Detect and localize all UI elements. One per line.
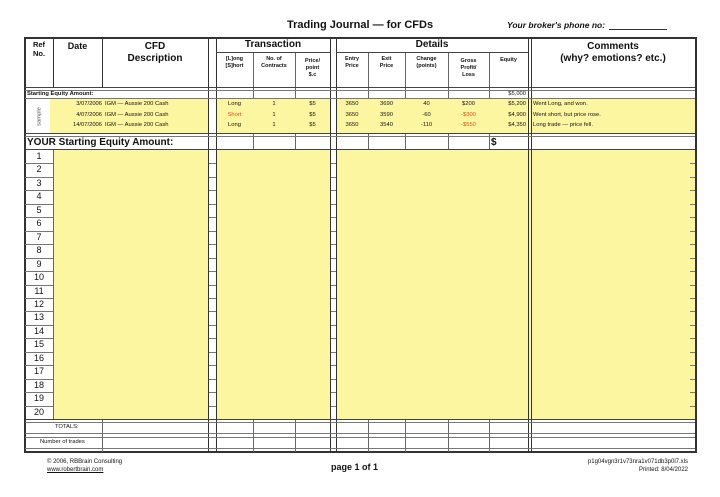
sample-comment: Went Long, and won.	[533, 101, 588, 107]
sample-price: $5	[309, 111, 316, 118]
row-number: 5	[36, 204, 42, 215]
website-link[interactable]: www.robertbrain.com	[47, 467, 104, 473]
sample-side-label: sample	[36, 107, 43, 126]
sample-ls: Short	[227, 111, 242, 118]
sample-contracts: 1	[272, 122, 276, 128]
sample-gross: -$300	[461, 111, 476, 118]
sample-exit: 3690	[380, 101, 393, 107]
sample-date: 4/07/2006	[76, 111, 102, 118]
row-number: 15	[33, 339, 44, 350]
col-comments: Comments (why? emotions? etc.)	[560, 41, 666, 64]
sample-contracts: 1	[272, 111, 276, 118]
sample-price: $5	[309, 101, 316, 107]
your-starting-label: YOUR Starting Equity Amount:	[27, 137, 174, 148]
sample-exit: 3540	[380, 122, 393, 128]
col-gross: Gross Profit/ Loss	[460, 57, 477, 78]
row-number: 9	[36, 258, 42, 269]
sample-starting-label: Starting Equity Amount:	[27, 91, 94, 97]
sample-entry: 3650	[345, 111, 359, 118]
row-number: 8	[36, 245, 42, 256]
broker-phone-text: Your broker's phone no:	[507, 20, 606, 30]
sample-ls: Long	[228, 122, 241, 128]
sample-equity: $4,350	[508, 122, 526, 128]
sample-ls: Long	[228, 101, 241, 107]
sample-date: 14/07/2006	[72, 122, 102, 128]
sample-equity: $4,900	[508, 111, 526, 118]
row-number: 4	[36, 191, 42, 202]
sample-entry: 3650	[345, 122, 359, 128]
col-entry: Entry Price	[344, 56, 360, 69]
sample-change: -60	[422, 111, 431, 118]
sample-contracts: 1	[272, 101, 276, 107]
copyright: © 2006, RBBrain Consulting	[47, 459, 123, 465]
sample-desc: IGM — Aussie 200 Cash	[105, 101, 169, 107]
col-exit: Exit Price	[379, 56, 394, 69]
col-ref: Ref No.	[32, 40, 46, 58]
your-starting-input[interactable]	[500, 136, 528, 149]
col-price-point: Price/ point $.c	[305, 57, 320, 78]
your-starting-currency: $	[491, 137, 497, 148]
row-number: 7	[36, 231, 42, 242]
file-name: p1g04vgn3r1v73nra1v071db3p0l7.xls	[587, 459, 688, 465]
row-number: 17	[33, 366, 44, 377]
row-number: 18	[33, 379, 44, 390]
sample-starting-equity: $5,000	[508, 91, 526, 97]
col-date: Date	[67, 41, 88, 51]
sample-exit: 3590	[380, 111, 393, 118]
sample-change: 40	[423, 101, 430, 107]
col-long-short: [L]ong [S]hort	[225, 56, 244, 69]
totals-label: TOTALS:	[55, 424, 79, 430]
sample-entry: 3650	[345, 101, 359, 107]
row-number: 16	[33, 352, 44, 363]
row-number: 12	[33, 298, 44, 309]
broker-phone-label	[507, 20, 667, 30]
row-number: 6	[36, 218, 42, 229]
sample-desc: IGM — Aussie 200 Cash	[105, 111, 169, 118]
col-change: Change (points)	[416, 56, 437, 69]
col-description: CFD Description	[127, 41, 183, 64]
col-transaction-group: Transaction	[244, 39, 302, 50]
row-number: 11	[34, 285, 44, 296]
row-number: 20	[33, 406, 44, 417]
sample-comment: Long trade — price fell.	[533, 122, 593, 128]
page-number: page 1 of 1	[331, 462, 379, 472]
sample-comment: Went short, but price rose.	[533, 111, 601, 118]
row-number: 19	[33, 393, 44, 404]
col-equity: Equity	[500, 56, 517, 63]
sample-equity: $5,200	[508, 101, 526, 107]
col-contracts: No. of Contracts	[261, 56, 287, 69]
sample-gross: $200	[462, 101, 475, 107]
sample-gross: -$550	[461, 122, 476, 128]
printed-date: Printed: 8/04/2022	[638, 467, 688, 473]
sample-change: -110	[420, 122, 433, 128]
row-number: 2	[36, 164, 42, 175]
broker-phone-field[interactable]	[609, 21, 667, 30]
row-number: 14	[33, 325, 44, 336]
row-number: 3	[36, 177, 42, 188]
number-of-trades-label: Number of trades	[40, 439, 85, 445]
col-details-group: Details	[415, 39, 449, 50]
row-number: 1	[36, 151, 42, 161]
row-number: 10	[33, 272, 44, 283]
sample-date: 3/07/2006	[76, 101, 102, 107]
row-number: 13	[33, 312, 44, 323]
page-title: Trading Journal — for CFDs	[287, 19, 434, 31]
sample-desc: IGM — Aussie 200 Cash	[105, 122, 169, 128]
sample-price: $5	[309, 122, 316, 128]
